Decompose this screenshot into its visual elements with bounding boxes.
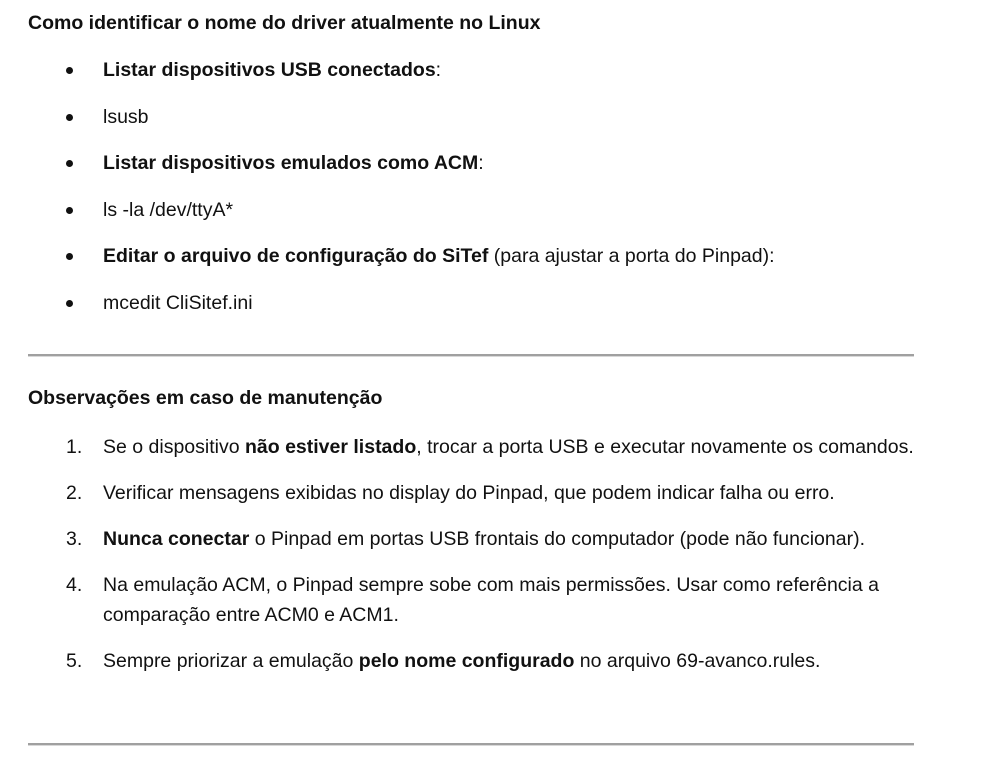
list-item — [28, 243, 928, 290]
item-text: Na emulação ACM, o Pinpad sempre sobe com mais permissões. Usar como referência a comparação entre ACM0 e ACM1. — [103, 574, 879, 626]
bullet-dot-icon — [66, 300, 73, 307]
item-text: o Pinpad em portas USB frontais do computador (pode não funcionar). — [249, 528, 866, 550]
horizontal-divider — [28, 354, 914, 357]
item-text: Verificar mensagens exibidas no display do Pinpad, que podem indicar falha ou erro. — [103, 482, 835, 504]
list-item — [28, 478, 928, 508]
item-text: : — [435, 59, 442, 81]
list-item — [28, 150, 928, 197]
horizontal-divider — [28, 743, 914, 746]
item-text: Sempre priorizar a emulação — [103, 650, 359, 672]
list-item — [28, 104, 928, 151]
item-bold-text: Nunca conectar — [103, 528, 250, 550]
bullet-dot-icon — [66, 207, 73, 214]
item-number: 2. — [66, 482, 83, 504]
maintenance-numbered-list — [28, 432, 928, 692]
item-text: , trocar a porta USB e executar novamente os comandos. — [416, 436, 914, 458]
item-text: no arquivo 69-avanco.rules. — [574, 650, 821, 672]
section-title-driver: Como identificar o nome do driver atualmente no Linux — [28, 12, 541, 34]
item-number: 5. — [66, 650, 83, 672]
bullet-dot-icon — [66, 114, 73, 121]
list-item — [28, 524, 928, 554]
item-text: ls -la /dev/ttyA* — [103, 198, 234, 221]
item-number: 3. — [66, 528, 83, 550]
item-number: 4. — [66, 574, 83, 596]
item-bold-text: Listar dispositivos USB conectados — [103, 59, 436, 81]
item-text: (para ajustar a porta do Pinpad): — [488, 245, 775, 268]
section-title-maintenance: Observações em caso de manutenção — [28, 387, 383, 409]
command-bullet-list — [28, 57, 928, 337]
list-item — [28, 197, 928, 244]
bullet-dot-icon — [66, 67, 73, 74]
list-item — [28, 290, 928, 337]
list-item — [28, 646, 928, 676]
item-text: mcedit CliSitef.ini — [103, 291, 253, 314]
item-bold-text: pelo nome configurado — [358, 650, 575, 672]
item-text: : — [478, 152, 484, 175]
item-text: lsusb — [103, 105, 149, 128]
item-bold-text: Listar dispositivos emulados como ACM — [103, 152, 479, 175]
list-item — [28, 570, 928, 630]
bullet-dot-icon — [66, 160, 73, 167]
list-item — [28, 57, 928, 104]
item-bold-text: não estiver listado — [245, 436, 417, 458]
list-item — [28, 432, 928, 462]
item-number: 1. — [66, 436, 83, 458]
item-bold-text: Editar o arquivo de configuração do SiTef — [103, 245, 489, 268]
item-text: Se o dispositivo — [103, 436, 245, 458]
bullet-dot-icon — [66, 253, 73, 260]
